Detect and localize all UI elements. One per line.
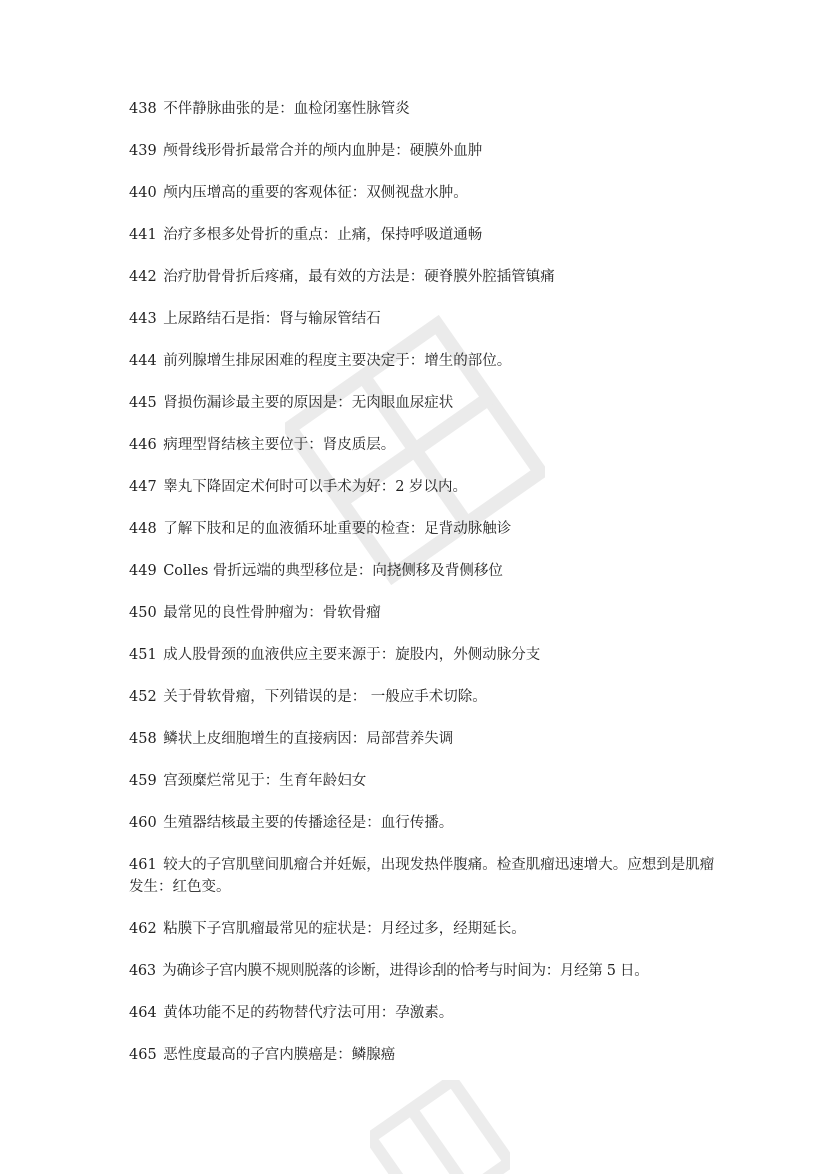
- list-item: 450 最常见的良性骨肿瘤为：骨软骨瘤: [129, 605, 381, 621]
- question-list: [129, 98, 729, 1066]
- list-item: 444 前列腺增生排尿困难的程度主要决定于：增生的部位。: [129, 353, 512, 369]
- list-item: 462 粘膜下子宫肌瘤最常见的症状是：月经过多，经期延长。: [129, 921, 526, 937]
- list-item: 461 较大的子宫肌壁间肌瘤合并妊娠，出现发热伴腹痛。检查肌瘤迅速增大。应想到是肌瘤发生：红色变。: [129, 857, 715, 895]
- list-item: 442 治疗肋骨骨折后疼痛，最有效的方法是：硬脊膜外腔插管镇痛: [129, 269, 555, 285]
- list-item: 449 Colles 骨折远端的典型移位是：向挠侧移及背侧移位: [129, 563, 503, 579]
- list-item: 438 不伴静脉曲张的是：血检闭塞性脉管炎: [129, 101, 410, 117]
- list-item: 460 生殖器结核最主要的传播途径是：血行传播。: [129, 815, 454, 831]
- list-item: 439 颅骨线形骨折最常合并的颅内血肿是：硬膜外血肿: [129, 143, 483, 159]
- list-item: 458 鳞状上皮细胞增生的直接病因：局部营养失调: [129, 731, 454, 747]
- list-item: 445 肾损伤漏诊最主要的原因是：无肉眼血尿症状: [129, 395, 454, 411]
- list-item: 447 睾丸下降固定术何时可以手术为好：2 岁以内。: [129, 479, 468, 495]
- list-item: 459 宫颈糜烂常见于：生育年龄妇女: [129, 773, 367, 789]
- list-item: 463 为确诊子宫内膜不规则脱落的诊断，进得诊刮的恰考与时间为：月经第 5 日。: [129, 963, 649, 979]
- list-item: 465 恶性度最高的子宫内膜癌是：鳞腺癌: [129, 1047, 396, 1063]
- list-item: 443 上尿路结石是指：肾与输尿管结石: [129, 311, 381, 327]
- list-item: 448 了解下肢和足的血液循环址重要的检查：足背动脉触诊: [129, 521, 512, 537]
- list-item: 464 黄体功能不足的药物替代疗法可用：孕激素。: [129, 1005, 454, 1021]
- list-item: 446 病理型肾结核主要位于：肾皮质层。: [129, 437, 396, 453]
- watermark-stamp-bottom: [370, 1080, 510, 1174]
- list-item: 440 颅内压增高的重要的客观体征：双侧视盘水肿。: [129, 185, 468, 201]
- list-item: 452 关于骨软骨瘤，下列错误的是： 一般应手术切除。: [129, 689, 487, 705]
- list-item: 451 成人股骨颈的血液供应主要来源于：旋股内，外侧动脉分支: [129, 647, 541, 663]
- list-item: 441 治疗多根多处骨折的重点：止痛，保持呼吸道通畅: [129, 227, 483, 243]
